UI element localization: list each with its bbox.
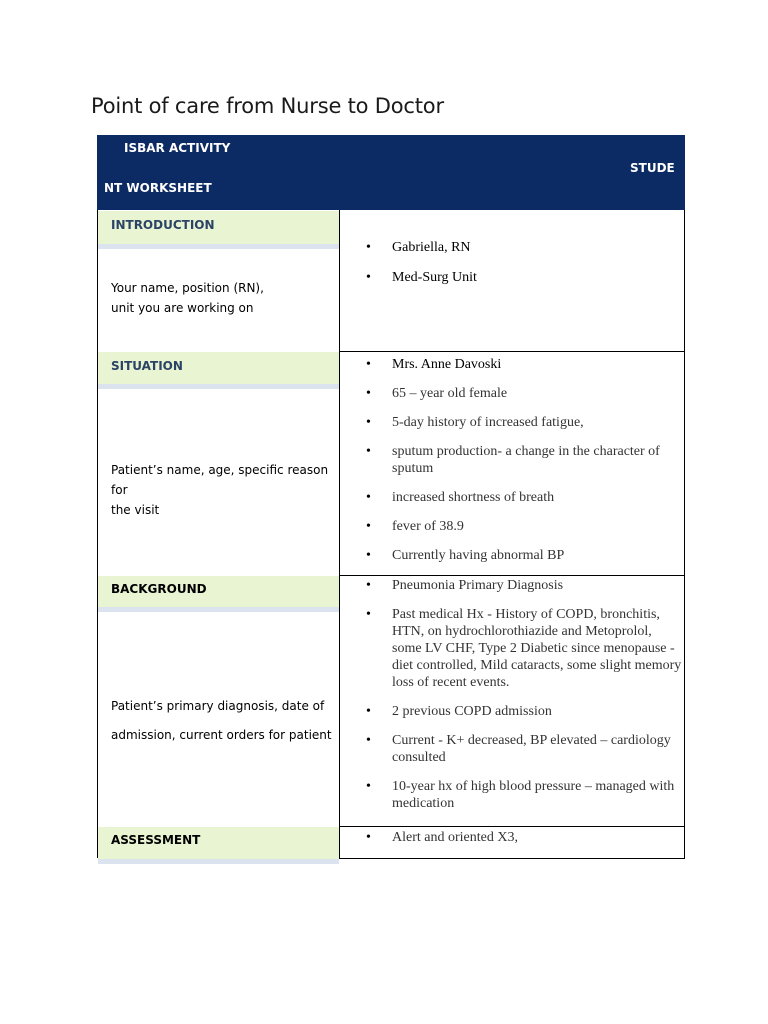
description-line: Patient’s primary diagnosis, date of — [111, 699, 325, 713]
background-list — [366, 577, 684, 812]
list-item: • Pneumonia Primary Diagnosis — [366, 577, 684, 594]
section-description-introduction — [111, 278, 336, 318]
list-item: • 5-day history of increased fatigue, — [366, 414, 684, 431]
label-shade — [98, 244, 339, 249]
list-item: • Med-Surg Unit — [366, 269, 684, 286]
banner-line-1: ISBAR ACTIVITY — [124, 141, 231, 155]
worksheet-banner — [97, 135, 685, 210]
table-divider — [339, 210, 340, 858]
section-description-background — [111, 692, 336, 750]
section-label-situation: SITUATION — [98, 352, 339, 384]
assessment-list — [366, 829, 684, 846]
label-shade — [98, 607, 339, 612]
table-border-bottom — [339, 858, 685, 859]
list-item: • 2 previous COPD admission — [366, 703, 684, 720]
list-item: • Mrs. Anne Davoski — [366, 356, 684, 373]
row-divider-3 — [339, 826, 685, 827]
description-line: admission, current orders for patient — [111, 728, 332, 742]
situation-list — [366, 356, 684, 564]
row-divider-2 — [339, 575, 685, 576]
list-item: • Past medical Hx - History of COPD, bronchitis, HTN, on hydrochlorothiazide and Metoprolol, some LV CHF, Type 2 Diabetic since menopause - diet controlled, Mild cataracts, some slight memory loss of recent events. — [366, 606, 684, 691]
section-description-situation — [111, 460, 336, 520]
label-shade — [98, 384, 339, 389]
list-item: • sputum production- a change in the character of sputum — [366, 443, 684, 477]
section-label-background: BACKGROUND — [98, 576, 339, 607]
section-label-introduction: INTRODUCTION — [98, 211, 339, 244]
list-item: • Current - K+ decreased, BP elevated – cardiology consulted — [366, 732, 684, 766]
description-line: the visit — [111, 503, 160, 517]
list-item: • Alert and oriented X3, — [366, 829, 684, 846]
list-item: • Gabriella, RN — [366, 239, 684, 256]
section-label-assessment: ASSESSMENT — [98, 827, 339, 859]
list-item: • 65 – year old female — [366, 385, 684, 402]
row-divider-1 — [339, 351, 685, 352]
introduction-list — [366, 239, 684, 286]
list-item: • increased shortness of breath — [366, 489, 684, 506]
description-line: Your name, position (RN), — [111, 281, 264, 295]
list-item: • 10-year hx of high blood pressure – managed with medication — [366, 778, 684, 812]
list-item: • fever of 38.9 — [366, 518, 684, 535]
banner-line-2: STUDE — [630, 161, 675, 175]
description-line: unit you are working on — [111, 301, 254, 315]
table-border-right — [684, 210, 685, 858]
page-title: Point of care from Nurse to Doctor — [91, 94, 444, 118]
description-line: Patient’s name, age, specific reason for — [111, 463, 329, 497]
list-item: • Currently having abnormal BP — [366, 547, 684, 564]
label-shade — [98, 859, 339, 864]
table-border-left — [97, 210, 98, 858]
banner-line-3: NT WORKSHEET — [104, 181, 212, 195]
